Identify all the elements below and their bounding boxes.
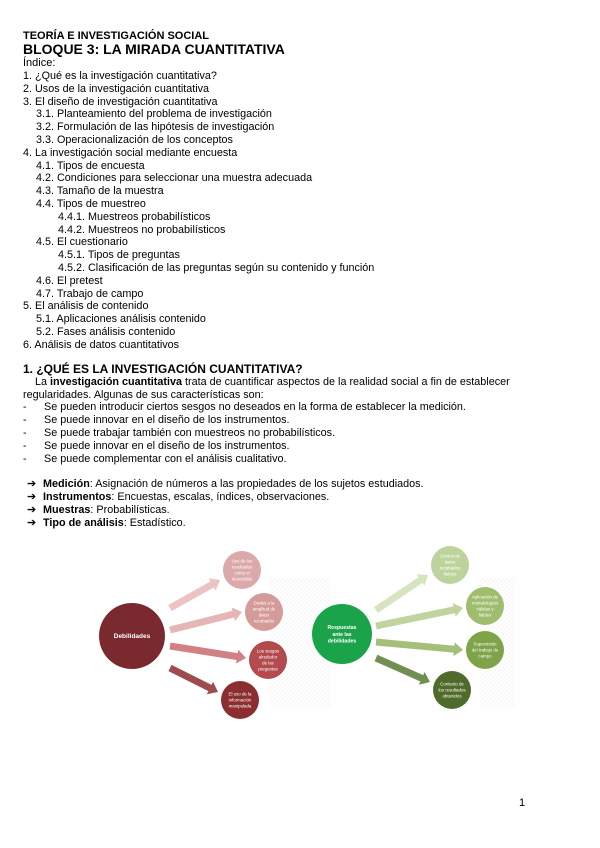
index-label: Índice: [23, 57, 56, 69]
toc-item: 4. La investigación social mediante encuesta [23, 146, 238, 159]
node-label: como el [234, 570, 250, 576]
node-label: Dudas a la [253, 600, 275, 606]
page-number: 1 [519, 797, 526, 809]
intro-pre: La [35, 376, 51, 388]
node-label: Contexto de [440, 681, 464, 687]
right-outcome-node [431, 546, 469, 584]
block-title: BLOQUE 3: LA MIRADA CUANTITATIVA [23, 41, 285, 57]
toc-item: 2. Usos de la investigación cuantitativa [23, 82, 210, 95]
list-item [23, 401, 466, 414]
toc-item: 4.5.1. Tipos de preguntas [58, 249, 180, 262]
list-item-text: Se pueden introducir ciertos sesgos no deseados en la forma de establecer la medición. [44, 401, 466, 413]
node-label: datos [258, 612, 270, 618]
definition-list [27, 478, 424, 530]
toc-item: 4.1. Tipos de encuesta [36, 159, 145, 172]
node-label: debilidades [327, 638, 357, 645]
node-label: recabados [439, 565, 461, 571]
left-center-node [99, 603, 165, 669]
diagram-arrow [168, 665, 218, 694]
node-label: recabados [253, 618, 275, 624]
right-outcome-node [466, 587, 504, 625]
definition-item [27, 517, 424, 530]
node-label: ante las [332, 631, 352, 638]
right-center-node [312, 604, 372, 664]
arrow-bullet-icon: ➔ [27, 504, 37, 516]
arrow-bullet-icon: ➔ [27, 491, 37, 503]
list-item-text: Se puede complementar con el análisis cualitativo. [44, 453, 287, 465]
course-title: TEORÍA E INVESTIGACIÓN SOCIAL [23, 30, 209, 42]
toc-item: 6. Análisis de datos cuantitativos [23, 338, 180, 351]
node-label: Respuestas [327, 625, 357, 632]
definition-term: Muestras [43, 504, 91, 516]
node-label: de las [262, 660, 274, 666]
node-label: amplitud de [252, 606, 276, 612]
diagram-arrow [376, 639, 463, 657]
toc-item: 1. ¿Qué es la investigación cuantitativa? [23, 70, 217, 82]
node-label: los resultados [438, 687, 466, 693]
intro-bold-term: investigación cuantitativa [50, 376, 183, 388]
list-item [23, 427, 466, 440]
definition-text: : Asignación de números a las propiedades de los sujetos estudiados. [89, 478, 424, 490]
toc-item: 4.4.2. Muestreos no probabilísticos [58, 223, 226, 236]
node-label: campo [478, 653, 492, 659]
node-label: Aplicación de [471, 594, 499, 600]
characteristics-list [23, 401, 466, 466]
list-item [23, 414, 466, 427]
definition-item [27, 491, 424, 504]
arrow-bullet-icon: ➔ [27, 517, 37, 529]
left-outcome-node [223, 551, 261, 589]
toc-item: 4.7. Trabajo de campo [36, 287, 144, 300]
toc-item: 4.4.1. Muestreos probabilísticos [58, 210, 211, 223]
node-label: preguntas [258, 666, 278, 672]
table-of-contents [23, 70, 374, 352]
toc-item: 5.2. Fases análisis contenido [36, 325, 176, 338]
toc-item: 3.2. Formulación de las hipótesis de investigación [36, 121, 275, 134]
toc-item: 4.2. Condiciones para seleccionar una muestra adecuada [36, 172, 313, 185]
diagram-arrow [374, 574, 428, 613]
list-item-text: Se puede innovar en el diseño de los instrumentos. [44, 414, 290, 426]
diagram-arrow [168, 578, 220, 611]
definition-item [27, 504, 424, 517]
dash-bullet: - [23, 401, 27, 413]
node-label: manipulada [228, 703, 252, 709]
dash-bullet: - [23, 414, 27, 426]
node-label: del trabajo de [471, 647, 499, 653]
definition-text: : Estadístico. [123, 517, 186, 529]
toc-item: 5.1. Aplicaciones análisis contenido [36, 313, 206, 326]
diagram-arrow [375, 603, 463, 629]
toc-item: 3. El diseño de investigación cuantitativa [23, 95, 218, 108]
node-label: Debilidades [113, 633, 151, 640]
dash-bullet: - [23, 440, 27, 452]
node-label: metodologías [471, 600, 499, 606]
node-label: información [228, 697, 252, 703]
dash-bullet: - [23, 427, 27, 439]
intro-paragraph [23, 376, 583, 401]
diagram-arrow [169, 643, 246, 664]
node-label: Uso de los [231, 558, 253, 564]
node-label: resultados [231, 564, 253, 570]
left-outcome-node [249, 641, 287, 679]
node-label: El uso de la [228, 691, 252, 697]
node-label: obtenidos [442, 693, 462, 699]
left-outcome-node [245, 593, 283, 631]
intro-line2: regularidades. Algunas de sus características son: [23, 388, 264, 401]
toc-item: 4.4. Tipos de muestreo [36, 197, 146, 210]
dash-bullet: - [23, 453, 27, 465]
arrow-bullet-icon: ➔ [27, 478, 37, 490]
node-label: Supervisión [473, 641, 497, 647]
toc-item: 4.6. El pretest [36, 274, 103, 287]
intro-post: trata de cuantificar aspectos de la realidad social a fin de establecer [182, 376, 510, 388]
left-outcome-node [221, 681, 259, 719]
list-item-text: Se puede trabajar también con muestreos no probabilísticos. [44, 427, 336, 439]
right-outcome-node [433, 671, 471, 709]
list-item [23, 453, 466, 466]
definition-term: Tipo de análisis [43, 517, 124, 529]
node-label: alrededor [258, 654, 278, 660]
definition-item [27, 478, 424, 491]
right-outcome-node [466, 631, 504, 669]
list-item-text: Se puede innovar en el diseño de los instrumentos. [44, 440, 290, 452]
toc-item: 4.5. El cuestionario [36, 236, 128, 249]
definition-text: : Probabilísticas. [90, 504, 170, 516]
weaknesses-diagram [80, 538, 520, 728]
toc-item: 5. El análisis de contenido [23, 300, 149, 313]
node-label: descrédito [231, 576, 253, 582]
toc-item: 3.1. Planteamiento del problema de investigación [36, 108, 272, 121]
list-item [23, 440, 466, 453]
node-label: Control de [439, 553, 461, 559]
node-label: fiables [478, 612, 492, 618]
node-label: Los sesgos [256, 648, 280, 654]
toc-item: 3.3. Operacionalización de los conceptos [36, 133, 233, 146]
node-label: válidas y [476, 606, 494, 612]
section-heading: 1. ¿QUÉ ES LA INVESTIGACIÓN CUANTITATIVA? [23, 362, 303, 376]
definition-term: Medición [43, 478, 90, 490]
toc-item: 4.5.2. Clasificación de las preguntas según su contenido y función [58, 261, 375, 274]
definition-text: : Encuestas, escalas, índices, observaciones. [111, 491, 330, 503]
definition-term: Instrumentos [43, 491, 112, 503]
node-label: datos [444, 559, 456, 565]
diagram-arrow [169, 607, 242, 633]
toc-item: 4.3. Tamaño de la muestra [36, 185, 164, 198]
node-label: fiables [443, 571, 457, 577]
diagram-arrow [375, 655, 430, 685]
